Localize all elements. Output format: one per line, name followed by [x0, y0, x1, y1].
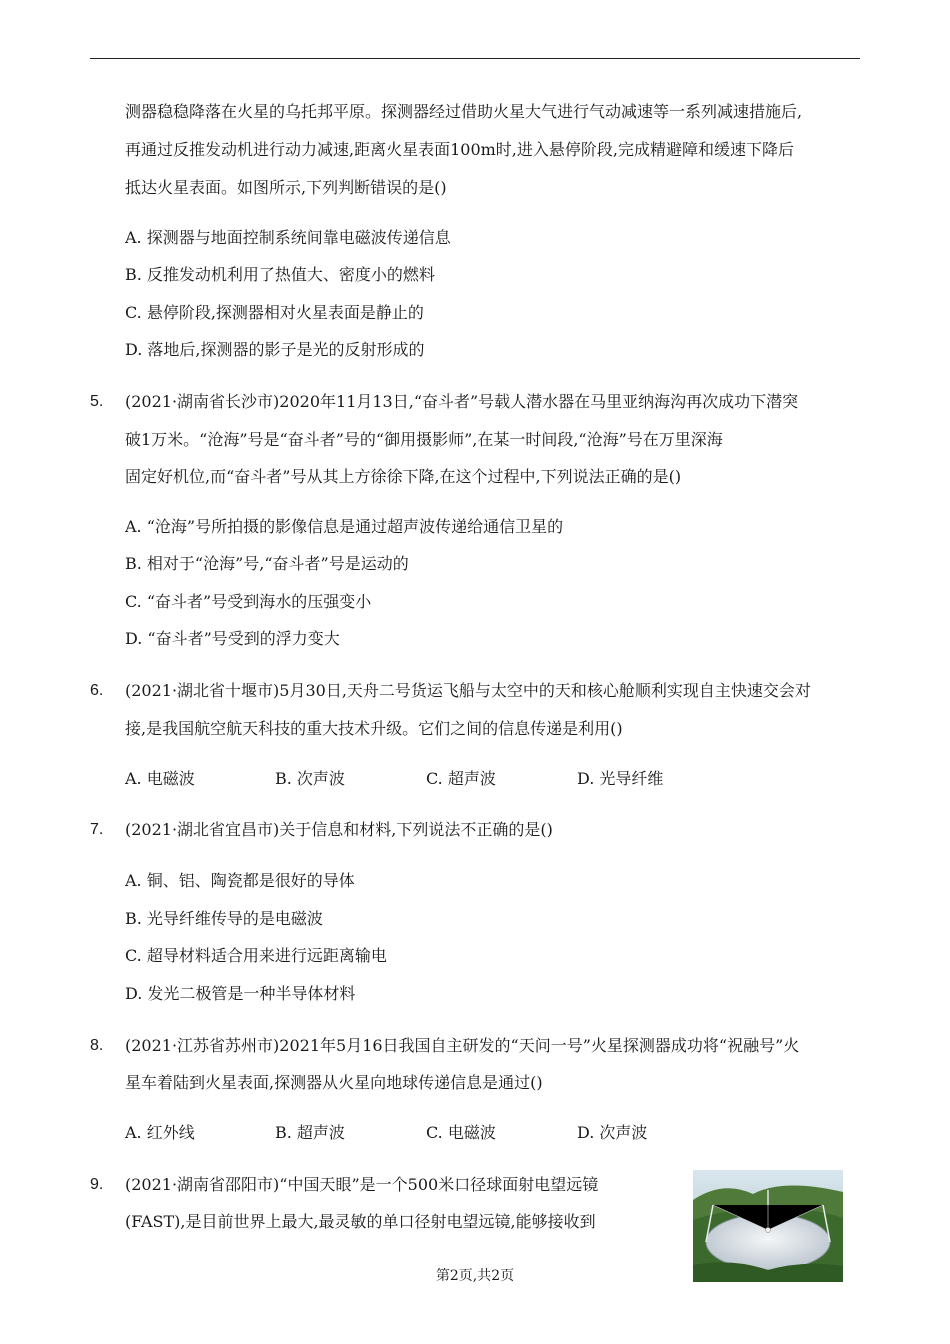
- q4-stem-line-3: 抵达火星表面。如图所示,下列判断错误的是(): [125, 178, 447, 197]
- q4-option-d: D. 落地后,探测器的影子是光的反射形成的: [125, 340, 425, 359]
- q8-number: 8.: [90, 1037, 104, 1054]
- q6-stem-line-2: 接,是我国航空航天科技的重大技术升级。它们之间的信息传递是利用(): [125, 719, 623, 738]
- q9-stem-line-1: (2021·湖南省邵阳市)“中国天眼”是一个500米口径球面射电望远镜: [125, 1175, 599, 1194]
- q8-option-b: B. 超声波: [275, 1123, 345, 1142]
- q9-number: 9.: [90, 1176, 104, 1193]
- q6-option-d: D. 光导纤维: [577, 769, 664, 788]
- q6-option-a: A. 电磁波: [125, 769, 195, 788]
- q7-option-d: D. 发光二极管是一种半导体材料: [125, 984, 356, 1003]
- q8-option-a: A. 红外线: [125, 1123, 195, 1142]
- q6-option-b: B. 次声波: [275, 769, 345, 788]
- q5-number: 5.: [90, 393, 104, 410]
- q4-stem-line-1: 测器稳稳降落在火星的乌托邦平原。探测器经过借助火星大气进行气动减速等一系列减速措施后,: [125, 102, 803, 121]
- q8-stem-line-2: 星车着陆到火星表面,探测器从火星向地球传递信息是通过(): [125, 1073, 543, 1092]
- page-footer: 第2页,共2页: [435, 1268, 515, 1284]
- q7-option-c: C. 超导材料适合用来进行远距离输电: [125, 946, 387, 965]
- q8-option-d: D. 次声波: [577, 1123, 648, 1142]
- q5-stem-line-2: 破1万米。“沧海”号是“奋斗者”号的“御用摄影师”,在某一时间段,“沧海”号在万里深海: [125, 430, 723, 449]
- header-rule: [90, 58, 860, 59]
- q5-stem-line-1: (2021·湖南省长沙市)2020年11月13日,“奋斗者”号载人潜水器在马里亚纳海沟再次成功下潜突: [125, 392, 799, 411]
- q6-stem-line-1: (2021·湖北省十堰市)5月30日,天舟二号货运飞船与太空中的天和核心舱顺利实现自主快速交会对: [125, 681, 811, 700]
- q5-option-b: B. 相对于“沧海”号,“奋斗者”号是运动的: [125, 554, 409, 573]
- q5-option-a: A. “沧海”号所拍摄的影像信息是通过超声波传递给通信卫星的: [125, 517, 564, 536]
- q4-option-b: B. 反推发动机利用了热值大、密度小的燃料: [125, 265, 435, 284]
- q5-option-c: C. “奋斗者”号受到海水的压强变小: [125, 592, 372, 611]
- q5-option-d: D. “奋斗者”号受到的浮力变大: [125, 629, 340, 648]
- q7-stem-line-1: (2021·湖北省宜昌市)关于信息和材料,下列说法不正确的是(): [125, 820, 553, 839]
- q7-option-b: B. 光导纤维传导的是电磁波: [125, 909, 323, 928]
- q4-stem-line-2: 再通过反推发动机进行动力减速,距离火星表面100m时,进入悬停阶段,完成精避障和缓速下降后: [125, 140, 794, 159]
- fast-telescope-image: [693, 1170, 843, 1282]
- q6-number: 6.: [90, 682, 104, 699]
- q8-stem-line-1: (2021·江苏省苏州市)2021年5月16日我国自主研发的“天问一号”火星探测器成功将“祝融号”火: [125, 1036, 800, 1055]
- q7-option-a: A. 铜、铝、陶瓷都是很好的导体: [125, 871, 355, 890]
- q6-option-c: C. 超声波: [426, 769, 496, 788]
- q8-option-c: C. 电磁波: [426, 1123, 496, 1142]
- q4-option-a: A. 探测器与地面控制系统间靠电磁波传递信息: [125, 228, 451, 247]
- q5-stem-line-3: 固定好机位,而“奋斗者”号从其上方徐徐下降,在这个过程中,下列说法正确的是(): [125, 467, 682, 486]
- q4-option-c: C. 悬停阶段,探测器相对火星表面是静止的: [125, 303, 424, 322]
- q7-number: 7.: [90, 821, 104, 838]
- q9-stem-line-2: (FAST),是目前世界上最大,最灵敏的单口径射电望远镜,能够接收到: [125, 1212, 596, 1231]
